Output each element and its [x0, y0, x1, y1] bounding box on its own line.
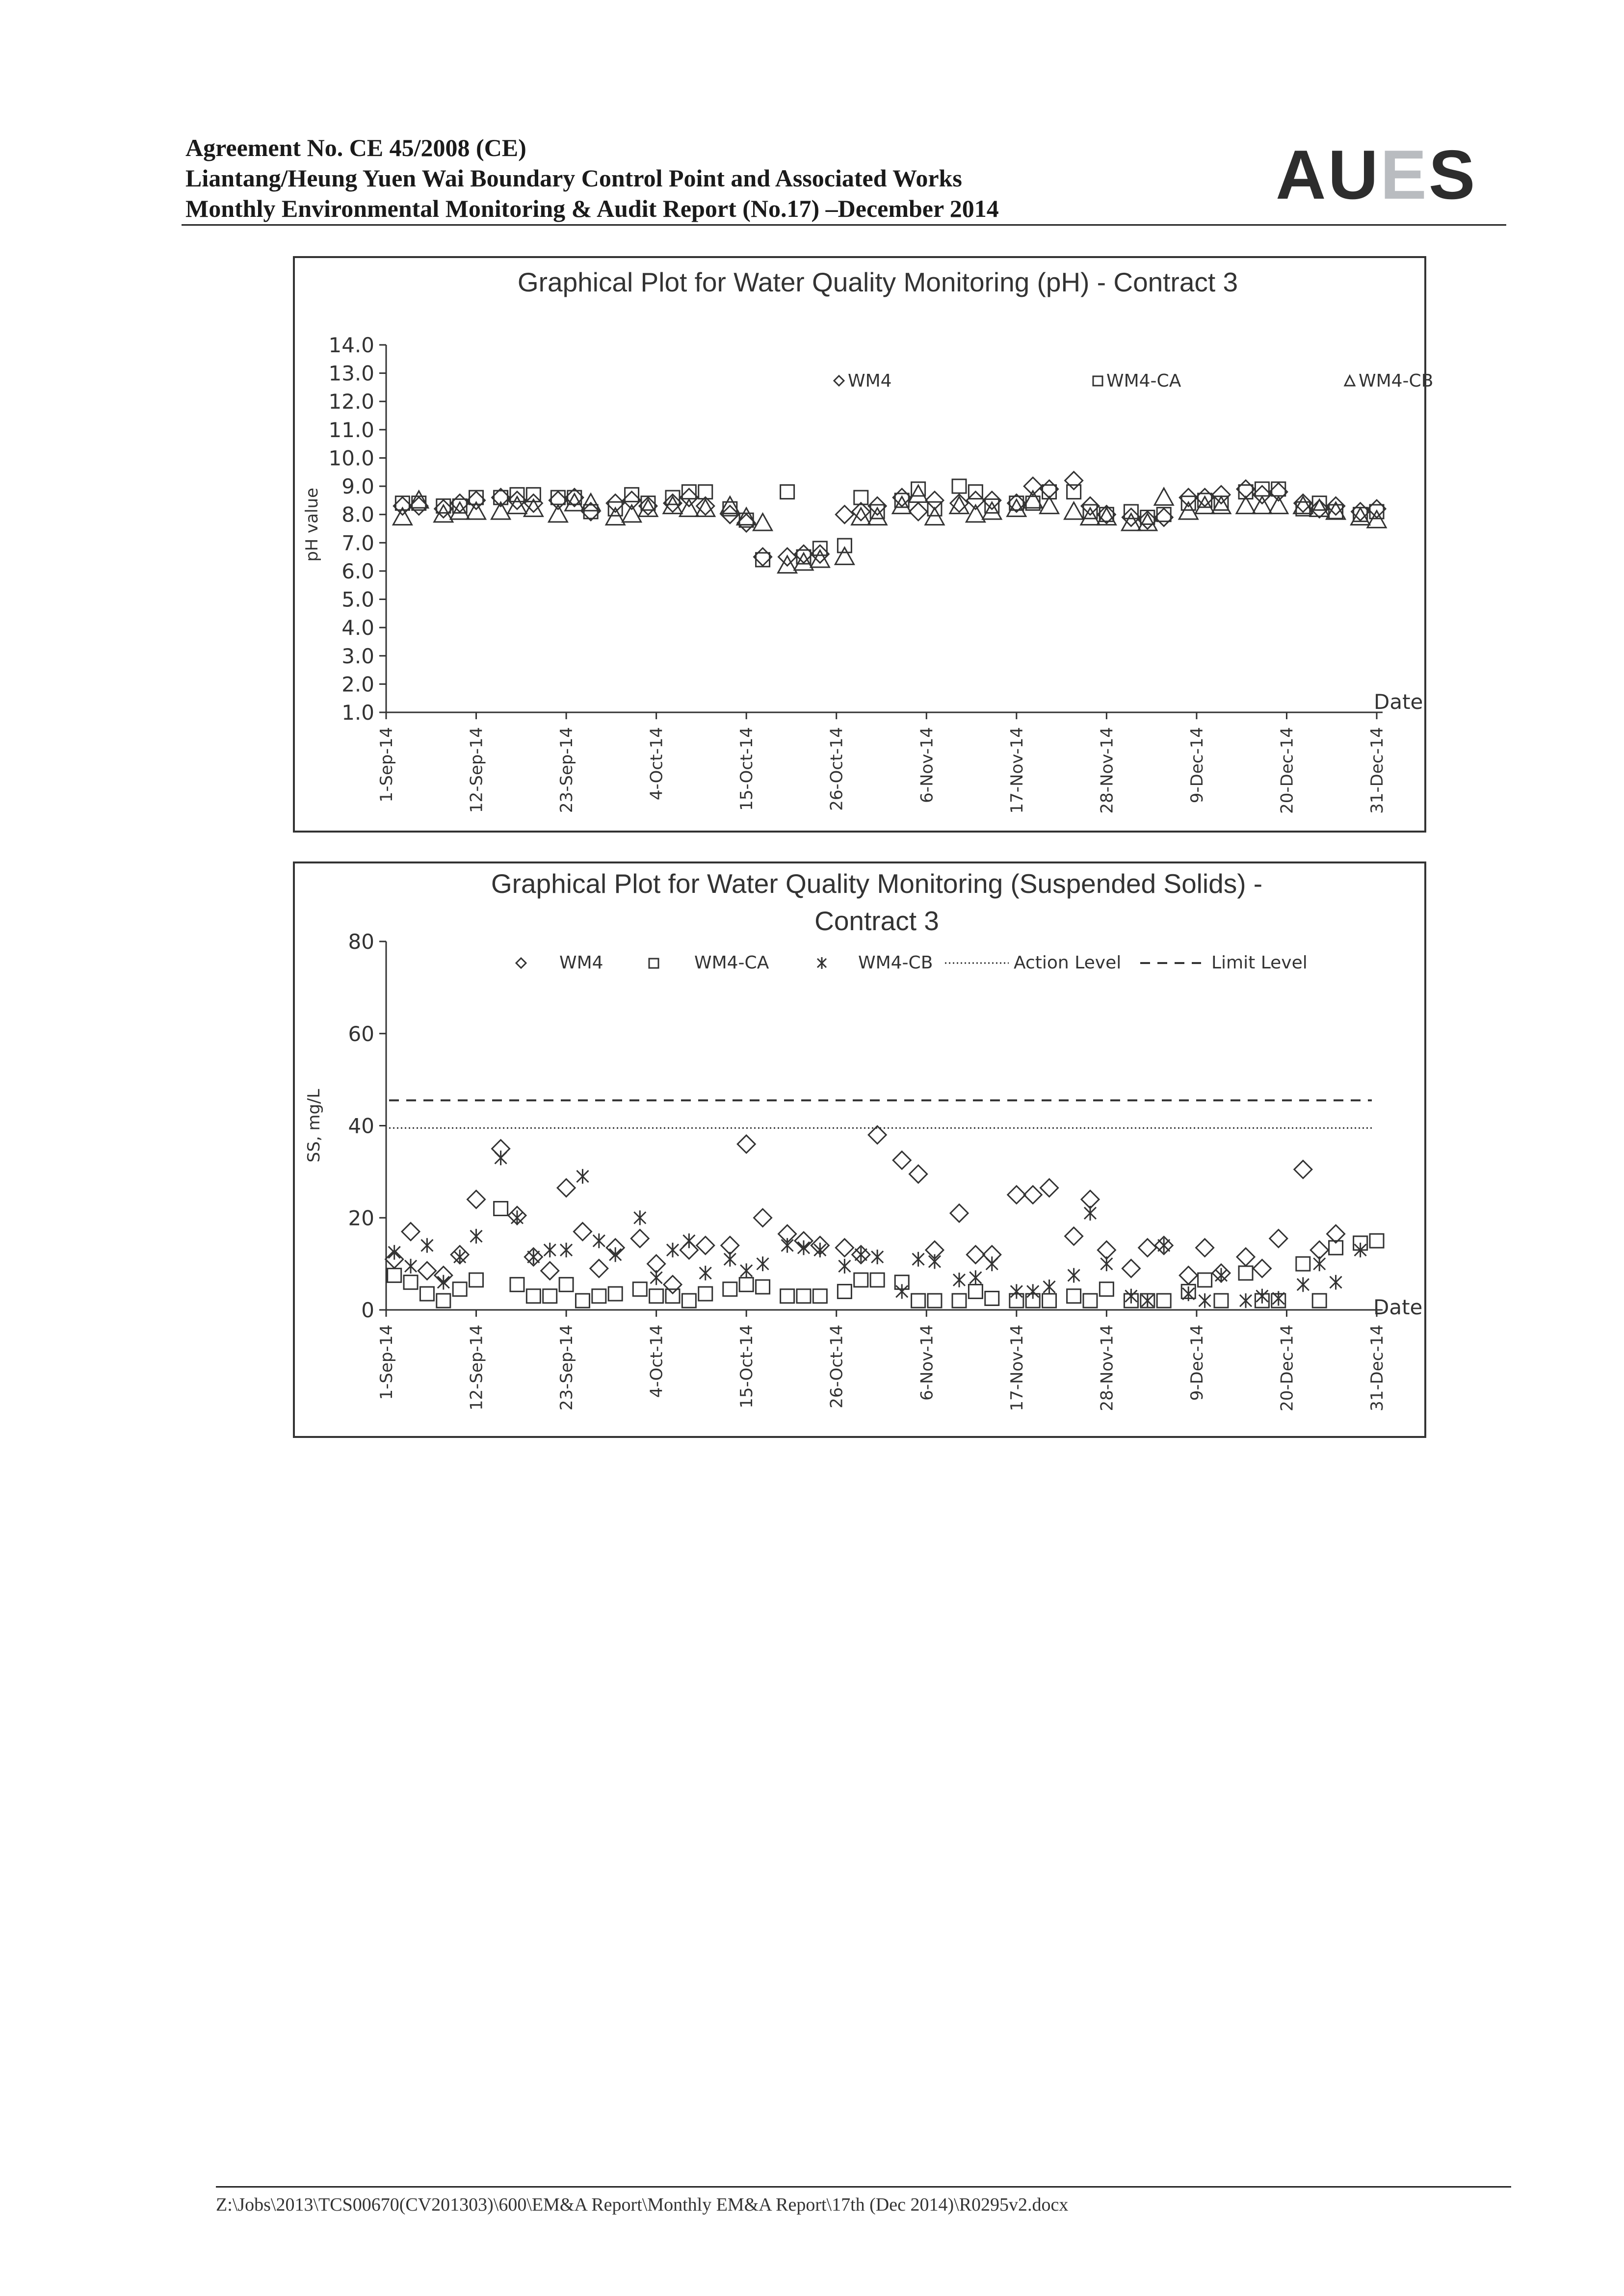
wm4-cb-point — [560, 1243, 572, 1257]
y-tick-label: 11.0 — [328, 417, 374, 442]
wm4-ca-point — [723, 1282, 737, 1296]
wm4-point — [1294, 1161, 1312, 1178]
wm4-cb-point — [1158, 1238, 1170, 1253]
report-line: Monthly Environmental Monitoring & Audit Report (No.17) –December 2014 — [185, 195, 999, 222]
y-tick-label: 12.0 — [328, 390, 374, 414]
wm4-cb-point — [782, 1238, 793, 1253]
wm4-cb-point — [609, 1247, 621, 1262]
wm4-point — [910, 1165, 927, 1183]
wm4-cb-point — [1125, 1289, 1137, 1304]
x-tick-label: 15-Oct-14 — [737, 1325, 757, 1409]
svg-text:Action Level: Action Level — [1014, 953, 1122, 973]
wm4-ca-point — [1043, 1294, 1056, 1307]
y-axis-label: pH value — [302, 488, 322, 562]
y-tick-label: 2.0 — [341, 672, 374, 697]
wm4-point — [1327, 1225, 1345, 1243]
wm4-ca-point — [952, 479, 966, 493]
wm4-point — [590, 1260, 608, 1278]
wm4-point — [402, 1223, 419, 1240]
x-tick-label: 1-Sep-14 — [377, 727, 396, 803]
x-tick-label: 17-Nov-14 — [1007, 727, 1027, 814]
wm4-cb-point — [1100, 1256, 1112, 1271]
ss-chart-title-line2: Contract 3 — [814, 906, 939, 936]
wm4-point — [1098, 1241, 1115, 1259]
wm4-ca-point — [756, 553, 770, 567]
wm4-ca-point — [1272, 482, 1285, 496]
ss-chart-title-line1: Graphical Plot for Water Quality Monitoring (Suspended Solids) - — [491, 868, 1263, 899]
wm4-cb-point — [511, 1210, 523, 1225]
svg-text:WM4-CA: WM4-CA — [1106, 371, 1181, 391]
wm4-ca-point — [1214, 1294, 1228, 1307]
project-line: Liantang/Heung Yuen Wai Boundary Control Point and Associated Works — [185, 164, 962, 192]
wm4-cb-point — [651, 1270, 662, 1285]
header-divider — [182, 224, 1506, 226]
wm4-point — [468, 1191, 485, 1208]
wm4-cb-point — [1256, 1289, 1268, 1304]
x-tick-label: 12-Sep-14 — [467, 727, 487, 813]
wm4-cb-point — [1313, 1256, 1325, 1271]
legend-wm4-cb — [1345, 371, 1433, 391]
wm4-cb-point — [576, 1169, 588, 1184]
wm4-point — [836, 506, 853, 523]
wm4-ca-point — [420, 1287, 434, 1301]
wm4-point — [697, 1237, 714, 1254]
wm4-cb-point — [913, 1252, 924, 1267]
wm4-cb-point — [593, 1233, 605, 1248]
wm4-cb-point — [1154, 488, 1173, 505]
wm4-point — [1237, 1248, 1255, 1266]
wm4-point — [967, 1246, 984, 1263]
ph-chart-panel — [293, 256, 1434, 833]
wm4-ca-point — [559, 1278, 573, 1291]
legend-wm4-ca — [649, 953, 769, 973]
y-tick-label: 9.0 — [341, 474, 374, 499]
svg-text:WM4: WM4 — [559, 953, 603, 973]
wm4-cb-point — [1084, 1206, 1096, 1221]
wm4-cb-point — [1182, 1286, 1194, 1301]
y-tick-label: 1.0 — [341, 701, 374, 725]
y-tick-label: 7.0 — [341, 531, 374, 555]
wm4-point — [1179, 1267, 1197, 1284]
wm4-ca-point — [912, 1294, 925, 1307]
wm4-ca-point — [625, 488, 639, 501]
wm4-cb-point — [544, 1243, 556, 1257]
wm4-ca-point — [666, 1289, 680, 1303]
wm4-ca-point — [510, 1278, 524, 1291]
wm4-ca-point — [781, 485, 794, 499]
x-tick-label: 31-Dec-14 — [1367, 1325, 1387, 1411]
wm4-ca-point — [510, 488, 524, 501]
wm4-cb-point — [1215, 1268, 1227, 1283]
wm4-point — [1270, 1229, 1287, 1247]
ph-chart — [295, 258, 1434, 831]
ss-chart — [295, 863, 1424, 1436]
svg-text:WM4-CB: WM4-CB — [1359, 371, 1434, 391]
x-tick-label: 6-Nov-14 — [917, 727, 937, 803]
y-tick-label: 6.0 — [341, 559, 374, 583]
wm4-point — [418, 1262, 436, 1279]
wm4-point — [1008, 1186, 1025, 1203]
x-tick-label: 28-Nov-14 — [1097, 727, 1117, 814]
wm4-cb-point — [495, 1150, 507, 1165]
svg-text:Limit Level: Limit Level — [1211, 953, 1308, 973]
y-axis-label: SS, mg/L — [304, 1089, 324, 1163]
wm4-ca-point — [985, 1292, 999, 1305]
y-tick-label: 20 — [348, 1206, 374, 1230]
y-tick-label: 14.0 — [328, 333, 374, 357]
y-tick-label: 8.0 — [341, 502, 374, 527]
wm4-ca-point — [1100, 1282, 1113, 1296]
wm4-ca-point — [388, 1269, 401, 1282]
wm4-cb-point — [855, 1247, 867, 1262]
wm4-cb-point — [852, 508, 870, 524]
wm4-point — [557, 1179, 575, 1197]
x-tick-label: 9-Dec-14 — [1187, 727, 1207, 804]
y-tick-label: 0 — [361, 1298, 374, 1322]
wm4-cb-point — [929, 1254, 941, 1269]
wm4-ca-point — [1354, 508, 1367, 522]
svg-text:WM4-CB: WM4-CB — [858, 953, 933, 973]
x-tick-label: 23-Sep-14 — [557, 1325, 577, 1411]
wm4-point — [754, 1209, 772, 1226]
wm4-point — [1310, 1241, 1328, 1259]
y-tick-label: 5.0 — [341, 587, 374, 612]
wm4-point — [868, 1126, 886, 1144]
wm4-cb-point — [549, 505, 567, 522]
wm4-cb-point — [896, 1284, 908, 1299]
wm4-cb-point — [1044, 1279, 1055, 1294]
wm4-ca-point — [470, 1273, 483, 1287]
legend-wm4 — [834, 371, 892, 391]
wm4-ca-point — [1157, 508, 1171, 522]
wm4-ca-point — [870, 1273, 884, 1287]
wm4-ca-point — [739, 1278, 753, 1291]
wm4-cb-point — [471, 1229, 482, 1244]
wm4-cb-point — [389, 1245, 400, 1260]
wm4-ca-point — [1157, 1294, 1171, 1307]
y-tick-label: 60 — [348, 1021, 374, 1046]
wm4-ca-point — [1296, 1257, 1310, 1271]
wm4-point — [1196, 1239, 1214, 1256]
y-tick-label: 80 — [348, 930, 374, 954]
wm4-cb-point — [454, 1250, 466, 1264]
x-tick-label: 28-Nov-14 — [1097, 1325, 1117, 1411]
x-tick-label: 4-Oct-14 — [647, 1325, 667, 1398]
wm4-ca-point — [682, 1294, 696, 1307]
wm4-cb-point — [683, 1233, 695, 1248]
wm4-cb-point — [798, 1240, 810, 1255]
legend-wm4-cb — [817, 953, 933, 973]
file-path-footer: Z:\Jobs\2013\TCS00670(CV201303)\600\EM&A Report\Monthly EM&A Report\17th (Dec 2014)\R0295v2.docx — [216, 2194, 1069, 2215]
wm4-point — [541, 1262, 559, 1279]
wm4-ca-point — [781, 1289, 794, 1303]
wm4-point — [631, 1229, 649, 1247]
wm4-cb-point — [1297, 1277, 1309, 1292]
legend-limit-level — [1140, 953, 1308, 973]
wm4-cb-point — [1269, 496, 1288, 513]
wm4-cb-point — [700, 1266, 711, 1280]
wm4-cb-point — [438, 1275, 449, 1290]
wm4-point — [893, 1151, 911, 1169]
wm4-cb-point — [405, 1259, 417, 1274]
wm4-ca-point — [1124, 505, 1138, 519]
wm4-ca-point — [650, 1289, 663, 1303]
wm4-point — [1041, 1179, 1058, 1197]
wm4-point — [1024, 1186, 1042, 1203]
wm4-ca-point — [526, 1289, 540, 1303]
ph-chart-title: Graphical Plot for Water Quality Monitoring (pH) - Contract 3 — [517, 267, 1238, 297]
wm4-point — [1253, 1260, 1271, 1278]
wm4-ca-point — [838, 1284, 851, 1298]
x-tick-label: 31-Dec-14 — [1367, 727, 1387, 814]
wm4-cb-point — [740, 1263, 752, 1278]
wm4-cb-point — [1273, 1291, 1284, 1306]
wm4-point — [1139, 1239, 1156, 1256]
wm4-cb-point — [1068, 1268, 1080, 1283]
x-tick-label: 26-Oct-14 — [827, 1325, 847, 1409]
x-tick-label: 12-Sep-14 — [467, 1325, 487, 1411]
wm4-ca-point — [576, 1294, 589, 1307]
y-tick-label: 4.0 — [341, 616, 374, 640]
wm4-cb-point — [667, 1243, 679, 1257]
x-tick-label: 9-Dec-14 — [1187, 1325, 1207, 1401]
x-tick-label: 17-Nov-14 — [1007, 1325, 1027, 1411]
wm4-cb-point — [623, 505, 641, 522]
wm4-cb-point — [754, 514, 772, 530]
wm4-ca-point — [608, 1287, 622, 1301]
legend-wm4-ca — [1093, 371, 1181, 391]
wm4-ca-point — [592, 1289, 606, 1303]
x-tick-label: 20-Dec-14 — [1277, 1325, 1297, 1411]
wm4-ca-point — [404, 1276, 418, 1289]
x-tick-label: 6-Nov-14 — [917, 1325, 937, 1401]
wm4-ca-point — [928, 1294, 942, 1307]
wm4-ca-point — [797, 1289, 811, 1303]
wm4-point — [836, 1239, 853, 1256]
wm4-point — [1065, 1227, 1083, 1245]
wm4-ca-point — [1255, 482, 1269, 496]
wm4-cb-point — [1027, 1284, 1039, 1299]
wm4-point — [950, 1204, 968, 1222]
ss-chart-panel — [293, 861, 1426, 1438]
footer-divider — [216, 2186, 1511, 2188]
wm4-cb-point — [1240, 1293, 1252, 1308]
ph-x-axis-label: Date — [1374, 690, 1423, 714]
wm4-ca-point — [756, 1280, 770, 1294]
wm4-cb-point — [986, 1256, 998, 1271]
wm4-ca-point — [437, 1294, 450, 1307]
wm4-ca-point — [1083, 1294, 1097, 1307]
aues-logo: AUES — [1276, 136, 1477, 214]
wm4-ca-point — [551, 491, 565, 504]
wm4-point — [648, 1255, 665, 1273]
wm4-ca-point — [453, 1282, 467, 1296]
wm4-ca-point — [952, 1294, 966, 1307]
wm4-ca-point — [1239, 1266, 1253, 1280]
wm4-cb-point — [724, 1252, 736, 1267]
wm4-ca-point — [1370, 1234, 1384, 1248]
wm4-cb-point — [1142, 1293, 1153, 1308]
wm4-cb-point — [1011, 1284, 1022, 1299]
wm4-ca-point — [838, 539, 851, 552]
y-tick-label: 40 — [348, 1114, 374, 1138]
wm4-cb-point — [969, 1270, 981, 1285]
wm4-point — [737, 1135, 755, 1153]
x-tick-label: 20-Dec-14 — [1277, 727, 1297, 814]
wm4-cb-point — [757, 1256, 769, 1271]
wm4-ca-point — [494, 1201, 508, 1215]
wm4-ca-point — [1198, 1273, 1212, 1287]
wm4-cb-point — [1253, 496, 1271, 513]
wm4-cb-point — [421, 1238, 433, 1253]
wm4-point — [721, 1237, 739, 1254]
wm4-ca-point — [813, 1289, 827, 1303]
wm4-ca-point — [969, 1284, 982, 1298]
y-tick-label: 13.0 — [328, 361, 374, 386]
wm4-cb-point — [838, 1259, 850, 1274]
svg-text:WM4-CA: WM4-CA — [694, 953, 769, 973]
wm4-cb-point — [1065, 502, 1083, 519]
wm4-cb-point — [871, 1250, 883, 1264]
ss-x-axis-label: Date — [1373, 1295, 1423, 1319]
wm4-ca-point — [1067, 1289, 1081, 1303]
svg-text:WM4: WM4 — [848, 371, 892, 391]
x-tick-label: 23-Sep-14 — [557, 727, 577, 813]
wm4-point — [1081, 1191, 1099, 1208]
agreement-line: Agreement No. CE 45/2008 (CE) — [185, 134, 526, 161]
legend-wm4 — [516, 953, 603, 973]
wm4-ca-point — [1312, 1294, 1326, 1307]
x-tick-label: 1-Sep-14 — [377, 1325, 396, 1400]
wm4-ca-point — [633, 1282, 647, 1296]
wm4-cb-point — [634, 1210, 646, 1225]
wm4-cb-point — [1330, 1275, 1342, 1290]
legend-action-level — [945, 953, 1121, 973]
x-tick-label: 15-Oct-14 — [737, 727, 757, 811]
wm4-ca-point — [854, 1273, 868, 1287]
wm4-ca-point — [1067, 485, 1081, 499]
wm4-cb-point — [953, 1273, 965, 1287]
wm4-point — [574, 1223, 591, 1240]
wm4-point — [910, 503, 927, 521]
wm4-cb-point — [1199, 1293, 1211, 1308]
x-tick-label: 26-Oct-14 — [827, 727, 847, 811]
wm4-ca-point — [813, 542, 827, 555]
y-tick-label: 3.0 — [341, 644, 374, 668]
y-tick-label: 10.0 — [328, 446, 374, 470]
wm4-ca-point — [699, 1287, 712, 1301]
wm4-ca-point — [543, 1289, 557, 1303]
wm4-ca-point — [682, 485, 696, 499]
wm4-point — [1122, 1260, 1140, 1278]
x-tick-label: 4-Oct-14 — [647, 727, 667, 801]
wm4-cb-point — [527, 1250, 539, 1264]
